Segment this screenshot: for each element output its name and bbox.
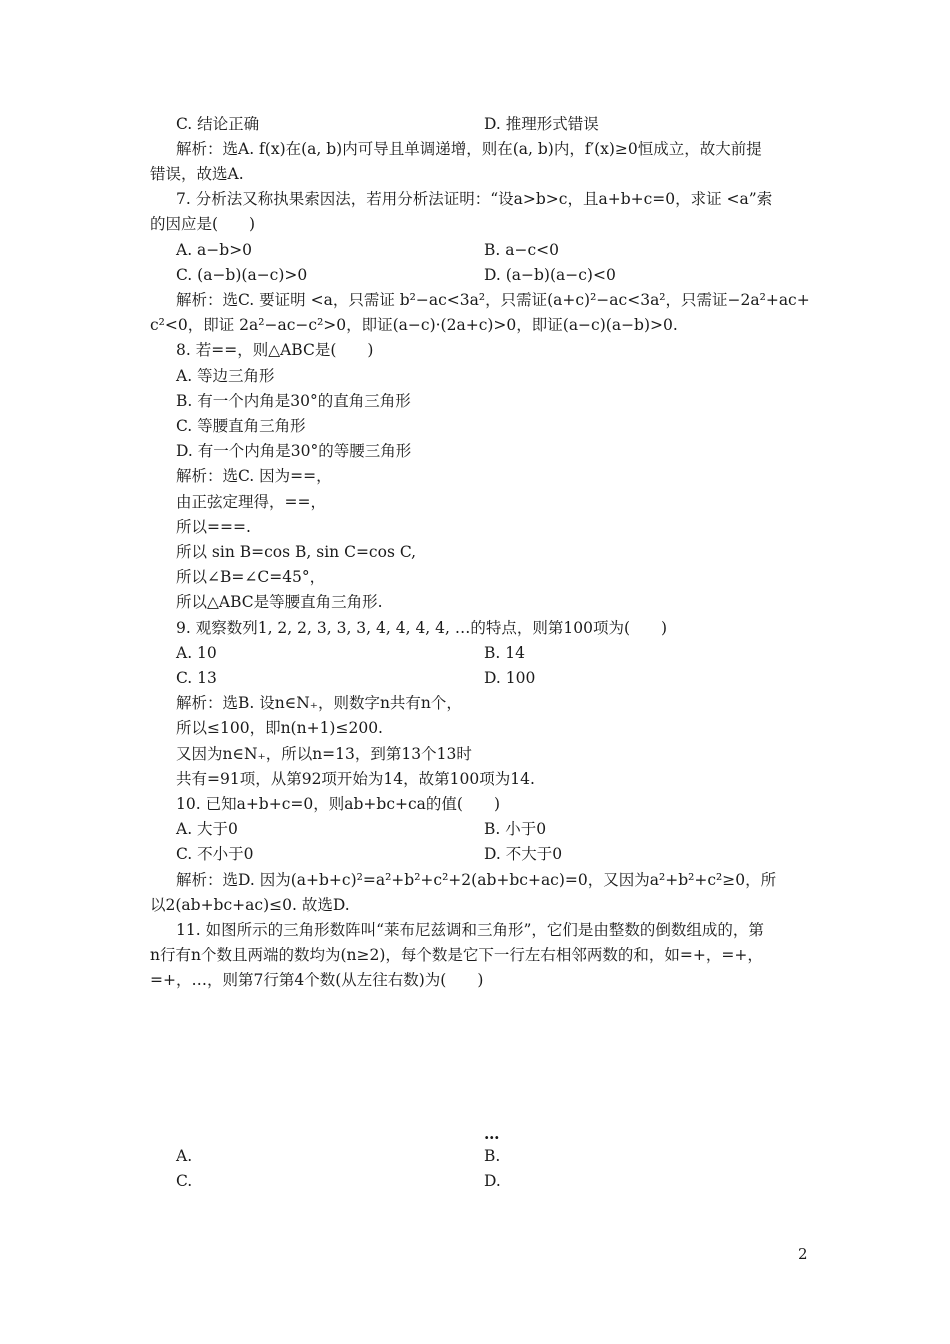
text-line: 所以===.	[176, 518, 251, 536]
text-line: 所以△ABC是等腰直角三角形.	[176, 593, 383, 611]
text-line: B. 14	[484, 644, 525, 662]
text-line: 解析：选C. 因为==，	[176, 467, 332, 485]
text-line: 解析：选D. 因为(a+b+c)²=a²+b²+c²+2(ab+bc+ac)=0，又因为a²+b²+c²≥0，所	[176, 871, 777, 889]
text-line: 所以 sin B=cos B, sin C=cos C,	[176, 543, 417, 561]
text-line: A. 等边三角形	[176, 367, 275, 385]
text-line: 11. 如图所示的三角形数阵叫“莱布尼兹调和三角形”，它们是由整数的倒数组成的，第	[176, 921, 764, 939]
text-line: 的因应是( )	[150, 215, 256, 233]
text-line: A. a−b>0	[176, 241, 253, 259]
page-number: 2	[798, 1245, 808, 1263]
text-line: C. 13	[176, 669, 217, 687]
text-line: 由正弦定理得，==，	[176, 493, 326, 511]
text-line: C.	[176, 1172, 193, 1190]
text-line: D. 推理形式错误	[484, 115, 599, 133]
text-line: 所以≤100，即n(n+1)≤200.	[176, 719, 383, 737]
text-line: 解析：选C. 要证明 <a，只需证 b²−ac<3a²，只需证(a+c)²−ac<3a²，只需证−2a²+ac+	[176, 291, 810, 309]
text-line: C. 等腰直角三角形	[176, 417, 306, 435]
text-line: D. (a−b)(a−c)<0	[484, 266, 616, 284]
text-line: A. 大于0	[176, 820, 238, 838]
text-line: =+，…，则第7行第4个数(从左往右数)为( )	[150, 971, 484, 989]
text-line: B. 有一个内角是30°的直角三角形	[176, 392, 411, 410]
text-line: 以2(ab+bc+ac)≤0. 故选D.	[150, 896, 350, 914]
text-line: D. 不大于0	[484, 845, 563, 863]
text-line: B. 小于0	[484, 820, 547, 838]
text-line: B. a−c<0	[484, 241, 560, 259]
text-line: 解析：选B. 设n∈N₊，则数字n共有n个，	[176, 694, 462, 712]
text-line: 所以∠B=∠C=45°，	[176, 568, 326, 586]
text-line: 解析：选A. f(x)在(a, b)内可导且单调递增，则在(a, b)内，f′(x)≥0恒成立，故大前提	[176, 140, 762, 158]
text-line: 7. 分析法又称执果索因法，若用分析法证明：“设a>b>c，且a+b+c=0，求证 <a”索	[176, 190, 773, 208]
text-line: C. (a−b)(a−c)>0	[176, 266, 308, 284]
text-line: 又因为n∈N₊，所以n=13，到第13个13时	[176, 745, 472, 763]
text-line: c²<0，即证 2a²−ac−c²>0，即证(a−c)·(2a+c)>0，即证(a−c)(a−b)>0.	[150, 316, 678, 334]
text-line: 8. 若==，则△ABC是( )	[176, 341, 374, 359]
text-line: D. 有一个内角是30°的等腰三角形	[176, 442, 412, 460]
text-line: D. 100	[484, 669, 536, 687]
text-line: C. 结论正确	[176, 115, 260, 133]
text-line: 10. 已知a+b+c=0，则ab+bc+ca的值( )	[176, 795, 501, 813]
text-line: 错误，故选A.	[150, 165, 244, 183]
text-line: A.	[176, 1147, 193, 1165]
text-line: 9. 观察数列1, 2, 2, 3, 3, 3, 4, 4, 4, 4, …的特点，则第100项为( )	[176, 619, 668, 637]
text-line: C. 不小于0	[176, 845, 254, 863]
text-line: B.	[484, 1147, 501, 1165]
triangle-ellipsis: …	[484, 1124, 500, 1143]
text-line: 共有=91项，从第92项开始为14，故第100项为14.	[176, 770, 535, 788]
text-line: A. 10	[176, 644, 217, 662]
text-line: n行有n个数且两端的数均为(n≥2)，每个数是它下一行左右相邻两数的和，如=+，=+，	[150, 946, 763, 964]
text-line: D.	[484, 1172, 501, 1190]
